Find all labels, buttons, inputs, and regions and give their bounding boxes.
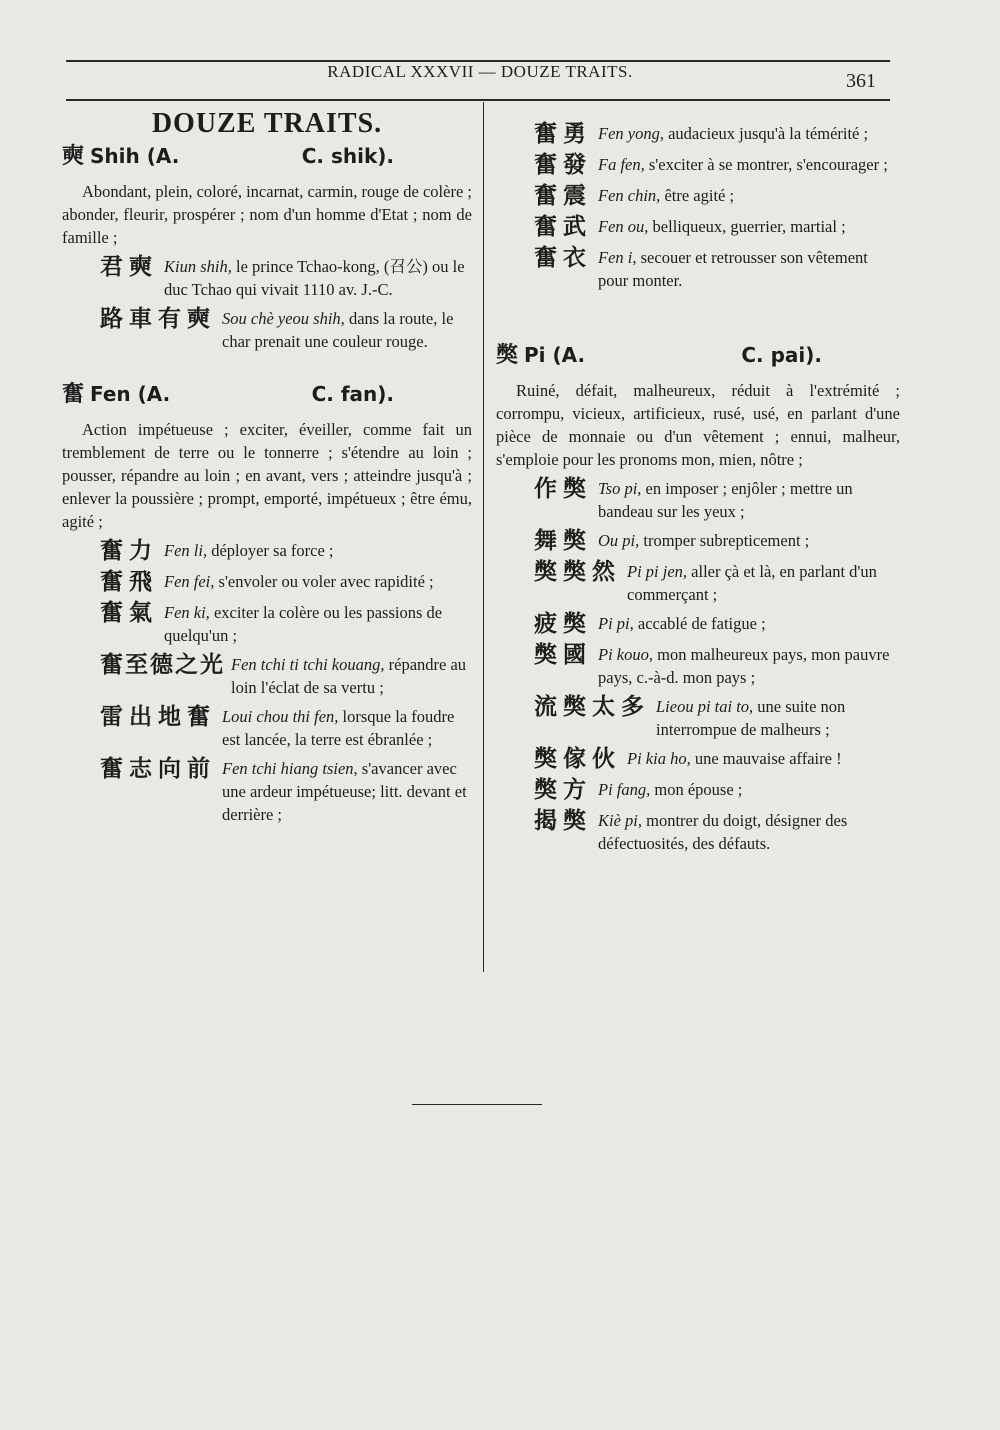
compound-item bbox=[496, 246, 900, 292]
compound-gloss bbox=[222, 757, 472, 826]
compound-meaning: en imposer ; enjôler ; mettre un bandeau sur les yeux ; bbox=[598, 479, 853, 521]
compound-gloss bbox=[164, 570, 472, 593]
compound-romanization: Fen tchi ti tchi kouang, bbox=[231, 655, 385, 674]
compound-characters: 雷出地奮 bbox=[100, 704, 216, 730]
compound-characters: 揭獘 bbox=[534, 808, 592, 834]
compound-romanization: Pi pi, bbox=[598, 614, 634, 633]
compound-gloss bbox=[598, 643, 900, 689]
entry-definition: Action impétueuse ; exciter, éveiller, comme fait un tremblement de terre ou le tonnerre ; s'étendre au loin ; pousser, répandre au loin ; en avant, vers ; atteindre jusqu'à ; enlever la poussière ; prompt, emporté, impétueux ; être ému, agité ; bbox=[62, 420, 472, 531]
compound-romanization: Fen li, bbox=[164, 541, 208, 560]
compound-gloss bbox=[598, 153, 900, 176]
compound-gloss bbox=[164, 255, 472, 301]
compound-meaning: audacieux jusqu'à la témérité ; bbox=[663, 124, 869, 143]
footer-rule bbox=[412, 1104, 542, 1105]
compound-romanization: Kiun shih, bbox=[164, 257, 232, 276]
compound-gloss bbox=[598, 122, 900, 145]
page-number: 361 bbox=[846, 70, 876, 92]
compound-characters: 作獘 bbox=[534, 476, 592, 502]
compound-meaning: le prince Tchao-kong, (召公) ou le duc Tchao qui vivait 1110 av. J.-C. bbox=[164, 257, 465, 299]
entry-character: 奮 bbox=[62, 382, 85, 407]
compound-characters: 奮震 bbox=[534, 183, 592, 209]
entry-definition: Abondant, plein, coloré, incarnat, carmin, rouge de colère ; abonder, fleurir, prospérer ; nom d'un homme d'Etat ; nom de famille ; bbox=[62, 182, 472, 247]
compound-characters: 奮志向前 bbox=[100, 756, 216, 782]
compound-romanization: Tso pi, bbox=[598, 479, 642, 498]
compound-gloss bbox=[164, 601, 472, 647]
entry-pi bbox=[496, 344, 900, 855]
compound-characters: 流獘太多 bbox=[534, 694, 650, 720]
compound-romanization: Fen chin, bbox=[598, 186, 661, 205]
entry-definition: Ruiné, défait, malheureux, réduit à l'extrémité ; corrompu, vicieux, artificieux, rusé, usé, en parlant d'une pièce de monnaie ou d'un vêtement ; ennui, malheur, s'emploie pour les pronoms mon, mien, nôtre ; bbox=[496, 381, 900, 469]
compound-characters: 獘方 bbox=[534, 777, 592, 803]
entry-romanization: Pi (A. bbox=[524, 343, 586, 367]
entry-heading bbox=[496, 344, 900, 367]
compound-gloss bbox=[656, 695, 900, 741]
left-column bbox=[62, 110, 472, 832]
compound-meaning: montrer du doigt, désigner des défectuosités, des défauts. bbox=[598, 811, 848, 853]
compound-romanization: Kiè pi, bbox=[598, 811, 642, 830]
compound-meaning: aller çà et là, en parlant d'un commerçant ; bbox=[627, 562, 877, 604]
entry-romanization: Shih (A. bbox=[90, 144, 180, 168]
compound-meaning: tromper subrepticement ; bbox=[639, 531, 810, 550]
compound-item bbox=[62, 255, 472, 301]
entry-shih bbox=[62, 145, 472, 353]
compound-romanization: Ou pi, bbox=[598, 531, 640, 550]
right-column bbox=[496, 116, 900, 861]
column-divider bbox=[483, 102, 484, 972]
compound-meaning: mon malheureux pays, mon pauvre pays, c.-à-d. mon pays ; bbox=[598, 645, 890, 687]
compound-item bbox=[496, 122, 900, 147]
compound-item bbox=[496, 809, 900, 855]
compound-characters: 奮衣 bbox=[534, 245, 592, 271]
compound-romanization: Fen fei, bbox=[164, 572, 215, 591]
compound-item bbox=[496, 695, 900, 741]
entry-romanization: Fen (A. bbox=[90, 382, 171, 406]
entry-fen bbox=[62, 383, 472, 826]
spacer bbox=[496, 298, 900, 344]
compound-romanization: Fen ki, bbox=[164, 603, 210, 622]
spacer bbox=[62, 359, 472, 383]
running-title: RADICAL XXXVII — DOUZE TRAITS. bbox=[327, 62, 633, 81]
compound-gloss bbox=[598, 778, 900, 801]
compound-characters: 奮氣 bbox=[100, 600, 158, 626]
compound-meaning: s'exciter à se montrer, s'encourager ; bbox=[644, 155, 888, 174]
compound-gloss bbox=[231, 653, 472, 699]
compound-meaning: secouer et retrousser son vêtement pour monter. bbox=[598, 248, 868, 290]
compound-meaning: accablé de fatigue ; bbox=[633, 614, 766, 633]
compound-romanization: Pi kouo, bbox=[598, 645, 653, 664]
compound-item bbox=[62, 307, 472, 353]
compound-item bbox=[62, 570, 472, 595]
entry-cantonese: C. shik). bbox=[301, 144, 394, 168]
compound-characters: 君奭 bbox=[100, 254, 158, 280]
compound-gloss bbox=[598, 529, 900, 552]
compound-item bbox=[496, 643, 900, 689]
compound-gloss bbox=[222, 705, 472, 751]
compound-characters: 路車有奭 bbox=[100, 306, 216, 332]
compound-characters: 獘傢伙 bbox=[534, 746, 621, 772]
compound-item bbox=[496, 560, 900, 606]
compound-characters: 奮武 bbox=[534, 214, 592, 240]
compound-item bbox=[496, 153, 900, 178]
entry-cantonese: C. fan). bbox=[311, 382, 394, 406]
entry-fen-continued bbox=[496, 122, 900, 292]
compound-characters: 奮至德之光 bbox=[100, 652, 225, 678]
compound-romanization: Lieou pi tai to, bbox=[656, 697, 754, 716]
compound-meaning: déployer sa force ; bbox=[207, 541, 334, 560]
compound-item bbox=[496, 612, 900, 637]
compound-item bbox=[496, 778, 900, 803]
compound-romanization: Pi pi jen, bbox=[627, 562, 688, 581]
compound-romanization: Pi fang, bbox=[598, 780, 651, 799]
compound-item bbox=[62, 653, 472, 699]
compound-romanization: Fen ou, bbox=[598, 217, 649, 236]
compound-item bbox=[496, 529, 900, 554]
compound-item bbox=[496, 477, 900, 523]
compound-item bbox=[62, 539, 472, 564]
compound-meaning: dans la route, le char prenait une couleur rouge. bbox=[222, 309, 454, 351]
compound-item bbox=[496, 184, 900, 209]
compound-romanization: Sou chè yeou shih, bbox=[222, 309, 345, 328]
compound-meaning: belliqueux, guerrier, martial ; bbox=[648, 217, 846, 236]
compound-gloss bbox=[598, 809, 900, 855]
compound-romanization: Fen tchi hiang tsien, bbox=[222, 759, 358, 778]
compound-characters: 奮力 bbox=[100, 538, 158, 564]
compound-meaning: mon épouse ; bbox=[650, 780, 743, 799]
compound-item bbox=[62, 601, 472, 647]
compound-meaning: s'envoler ou voler avec rapidité ; bbox=[214, 572, 434, 591]
compound-meaning: être agité ; bbox=[660, 186, 735, 205]
compound-gloss bbox=[598, 477, 900, 523]
compound-characters: 獘獘然 bbox=[534, 559, 621, 585]
compound-gloss bbox=[222, 307, 472, 353]
entry-heading bbox=[62, 383, 472, 406]
compound-romanization: Fen i, bbox=[598, 248, 637, 267]
compound-gloss bbox=[627, 560, 900, 606]
compound-meaning: répandre au loin l'éclat de sa vertu ; bbox=[231, 655, 467, 697]
entry-character: 奭 bbox=[62, 144, 85, 169]
entry-cantonese: C. pai). bbox=[741, 343, 822, 367]
compound-characters: 舞獘 bbox=[534, 528, 592, 554]
compound-item bbox=[496, 747, 900, 772]
compound-meaning: lorsque la foudre est lancée, la terre est ébranlée ; bbox=[222, 707, 455, 749]
compound-gloss bbox=[598, 215, 900, 238]
compound-gloss bbox=[164, 539, 472, 562]
compound-gloss bbox=[598, 246, 900, 292]
compound-characters: 奮飛 bbox=[100, 569, 158, 595]
compound-gloss bbox=[598, 184, 900, 207]
compound-meaning: exciter la colère ou les passions de quelqu'un ; bbox=[164, 603, 443, 645]
compound-romanization: Fa fen, bbox=[598, 155, 645, 174]
compound-romanization: Pi kia ho, bbox=[627, 749, 691, 768]
compound-item bbox=[496, 215, 900, 240]
compound-characters: 奮發 bbox=[534, 152, 592, 178]
compound-item bbox=[62, 757, 472, 826]
compound-meaning: une suite non interrompue de malheurs ; bbox=[656, 697, 846, 739]
compound-characters: 疲獘 bbox=[534, 611, 592, 637]
compound-characters: 獘國 bbox=[534, 642, 592, 668]
compound-gloss bbox=[598, 612, 900, 635]
entry-heading bbox=[62, 145, 472, 168]
entry-character: 獘 bbox=[496, 343, 519, 368]
compound-gloss bbox=[627, 747, 900, 770]
header-rule-bottom bbox=[66, 99, 890, 101]
compound-item bbox=[62, 705, 472, 751]
compound-romanization: Fen yong, bbox=[598, 124, 664, 143]
compound-meaning: s'avancer avec une ardeur impétueuse; litt. devant et derrière ; bbox=[222, 759, 467, 824]
compound-romanization: Loui chou thi fen, bbox=[222, 707, 339, 726]
compound-meaning: une mauvaise affaire ! bbox=[690, 749, 842, 768]
compound-characters: 奮勇 bbox=[534, 121, 592, 147]
section-title: DOUZE TRAITS. bbox=[151, 108, 383, 139]
